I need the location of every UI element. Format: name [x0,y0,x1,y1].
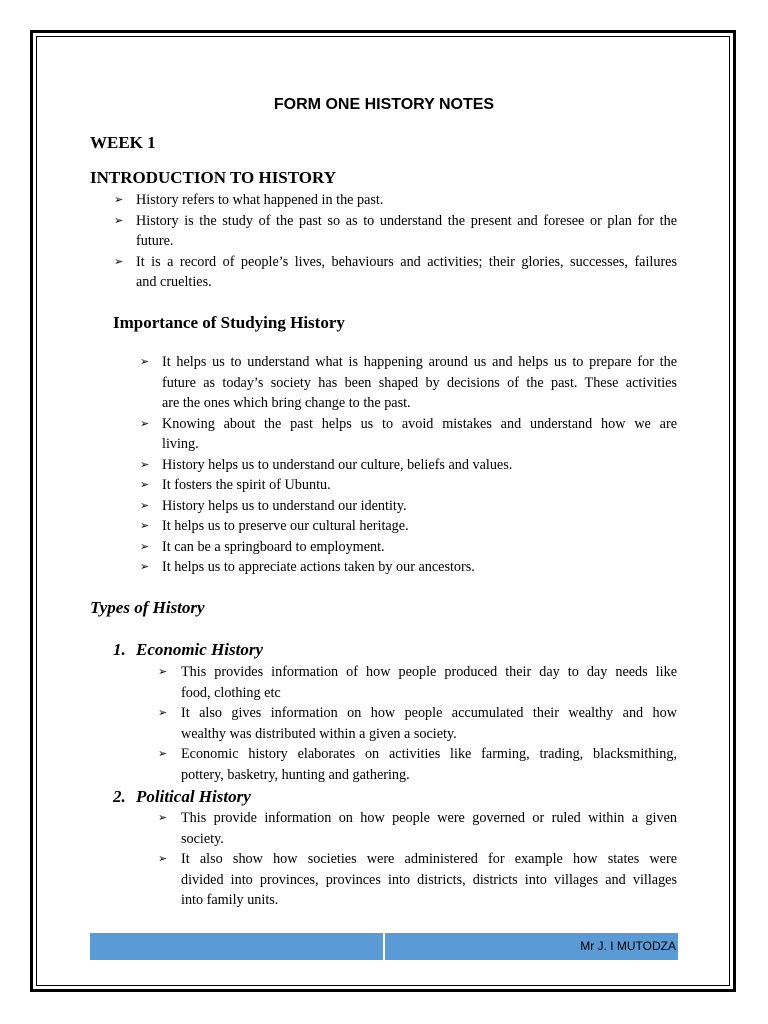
intro-heading: INTRODUCTION TO HISTORY [90,168,336,187]
bullet-arrow-icon: ➢ [140,561,150,573]
bullet-text-line: History helps us to understand our culture, beliefs and values. [162,456,513,473]
bullet-text-line: society. [181,830,224,847]
bullet-text-line: It can be a springboard to employment. [162,538,385,555]
types-heading: Types of History [90,598,205,617]
bullet-arrow-icon: ➢ [114,194,124,206]
bullet-text-line: It also gives information on how people accumulated their wealthy and how [181,705,677,721]
bullet-text-line: Knowing about the past helps us to avoid mistakes and understand how we are [162,415,677,432]
bullet-text-line: living. [162,436,199,452]
bullet-arrow-icon: ➢ [158,748,168,760]
bullet-text-line: are the ones which bring change to the past. [162,395,411,411]
bullet-text-line: History helps us to understand our identity. [162,497,407,514]
bullet-arrow-icon: ➢ [158,707,168,719]
document-title: FORM ONE HISTORY NOTES [273,96,495,113]
importance-heading: Importance of Studying History [113,313,345,332]
section-1-number: 1. [113,640,126,659]
week-heading: WEEK 1 [90,133,156,152]
bullet-arrow-icon: ➢ [158,812,168,824]
bullet-text-line: divided into provinces, provinces into districts, districts into villages and villages [181,871,677,888]
bullet-arrow-icon: ➢ [140,520,150,532]
bullet-arrow-icon: ➢ [158,853,168,865]
footer-author: Mr J. I MUTODZA [580,939,676,953]
bullet-text-line: and cruelties. [136,274,212,290]
bullet-text-line: food, clothing etc [181,684,281,701]
bullet-text-line: Economic history elaborates on activities like farming, trading, blacksmithing, [181,746,677,762]
bullet-arrow-icon: ➢ [140,458,150,471]
bullet-text-line: It fosters the spirit of Ubuntu. [162,477,331,493]
bullet-text-line: It helps us to preserve our cultural heritage. [162,518,409,534]
section-2-number: 2. [113,787,126,806]
bullet-text-line: into family units. [181,892,279,908]
bullet-arrow-icon: ➢ [140,417,150,430]
bullet-text-line: It also show how societies were administered for example how states were [181,851,677,867]
bullet-arrow-icon: ➢ [114,214,124,227]
bullet-text-line: It helps us to appreciate actions taken by our ancestors. [162,559,475,575]
bullet-arrow-icon: ➢ [140,356,150,368]
bullet-text-line: History is the study of the past so as to understand the present and foresee or plan for the [136,212,677,229]
bullet-arrow-icon: ➢ [158,666,168,678]
bullet-text-line: This provide information on how people were governed or ruled within a given [181,810,677,826]
section-1-title: Economic History [136,640,264,659]
bullet-text-line: History refers to what happened in the past. [136,192,384,208]
bullet-text-line: future. [136,233,174,249]
bullet-arrow-icon: ➢ [140,499,150,512]
bullet-text-line: This provides information of how people produced their day to day needs like [181,664,677,680]
bullet-text-line: future as today’s society has been shaped by decisions of the past. These activities [162,374,677,391]
bullet-text-line: pottery, basketry, hunting and gathering. [181,766,410,783]
section-2-title: Political History [136,787,251,806]
bullet-text-line: It helps us to understand what is happening around us and helps us to prepare for the [162,354,677,370]
bullet-text-line: It is a record of people’s lives, behaviours and activities; their glories, successes, failures [136,253,677,270]
bullet-arrow-icon: ➢ [140,479,150,491]
bullet-arrow-icon: ➢ [140,540,150,553]
bullet-text-line: wealthy was distributed within a given a society. [181,725,457,742]
footer-bar-left [90,933,383,960]
bullet-arrow-icon: ➢ [114,255,124,268]
